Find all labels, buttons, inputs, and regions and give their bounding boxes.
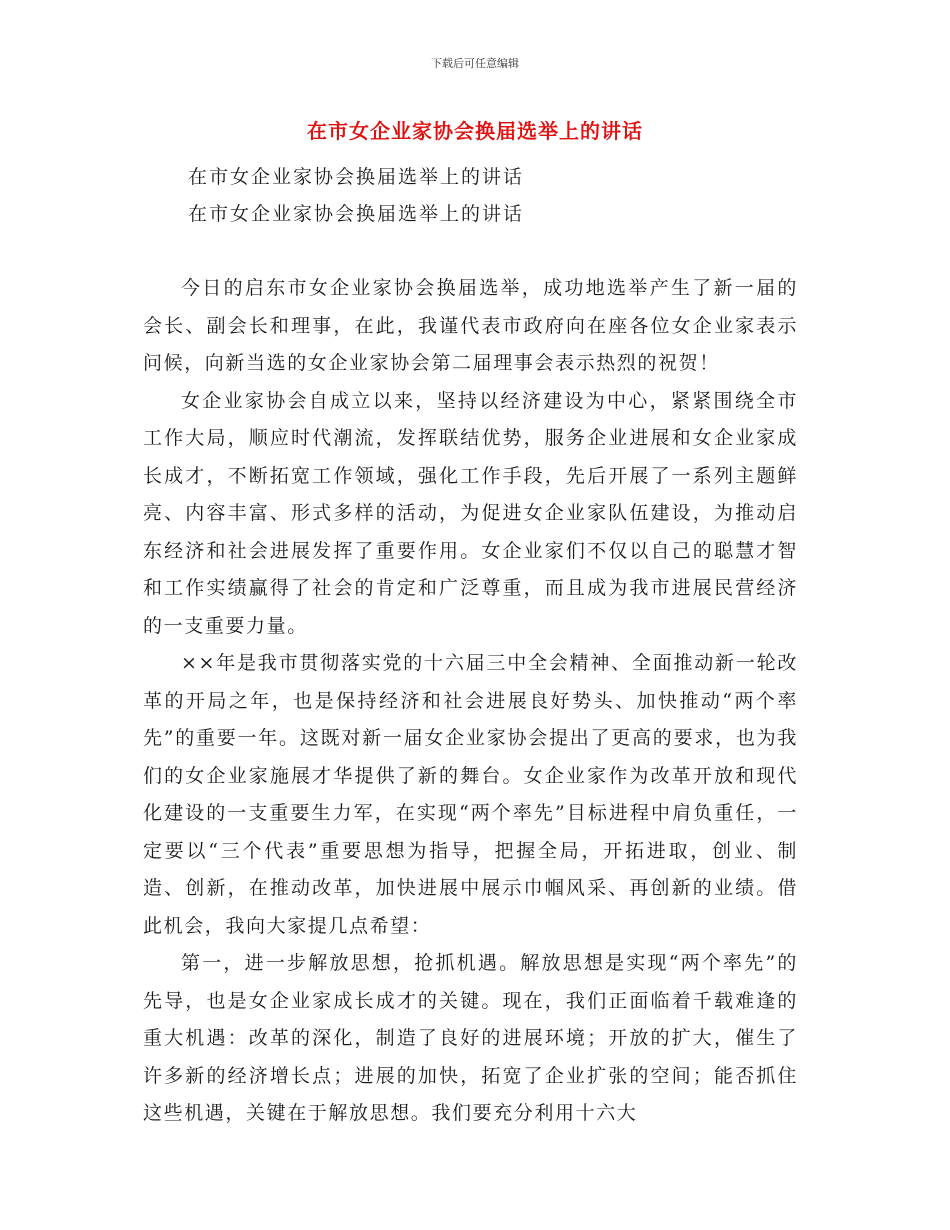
subtitle-line: 在市女企业家协会换届选举上的讲话 [188,203,525,225]
body-paragraph: 今日的启东市女企业家协会换届选举，成功地选举产生了新一届的会长、副会长和理事，在此，我谨代表市政府向在座各位女企业家表示问候，向新当选的女企业家协会第二届理事会表示热烈的祝贺！ [143,277,798,374]
document-title: 在市女企业家协会换届选举上的讲话 [307,119,643,143]
body-paragraph: ××年是我市贯彻落实党的十六届三中全会精神、全面推动新一轮改革的开局之年，也是保持经济和社会进展良好势头、加快推动“两个率先”的重要一年。这既对新一届女企业家协会提出了更高的要求，也为我们的女企业家施展才华提供了新的舞台。女企业家作为改革开放和现代化建设的一支重要生力军，在实现“两个率先”目标进程中肩负重任，一定要以“三个代表”重要思想为指导，把握全局，开拓进取，创业、制造、创新，在推动改革，加快进展中展示巾帼风采、再创新的业绩。借此机会，我向大家提几点希望： [143,652,798,937]
body-paragraph: 女企业家协会自成立以来，坚持以经济建设为中心，紧紧围绕全市工作大局，顺应时代潮流，发挥联结优势，服务企业进展和女企业家成长成才，不断拓宽工作领域，强化工作手段，先后开展了一系列主题鲜亮、内容丰富、形式多样的活动，为促进女企业家队伍建设，为推动启东经济和社会进展发挥了重要作用。女企业家们不仅以自己的聪慧才智和工作实绩赢得了社会的肯定和广泛尊重，而且成为我市进展民营经济的一支重要力量。 [143,389,798,637]
header-note: 下载后可任意编辑 [431,57,519,70]
body-paragraph: 第一，进一步解放思想，抢抓机遇。解放思想是实现“两个率先”的先导，也是女企业家成长成才的关键。现在，我们正面临着千载难逢的重大机遇：改革的深化，制造了良好的进展环境；开放的扩大，催生了许多新的经济增长点；进展的加快，拓宽了企业扩张的空间；能否抓住这些机遇，关键在于解放思想。我们要充分利用十六大 [143,952,798,1124]
subtitle-line: 在市女企业家协会换届选举上的讲话 [188,166,525,188]
document-body [143,270,798,1133]
